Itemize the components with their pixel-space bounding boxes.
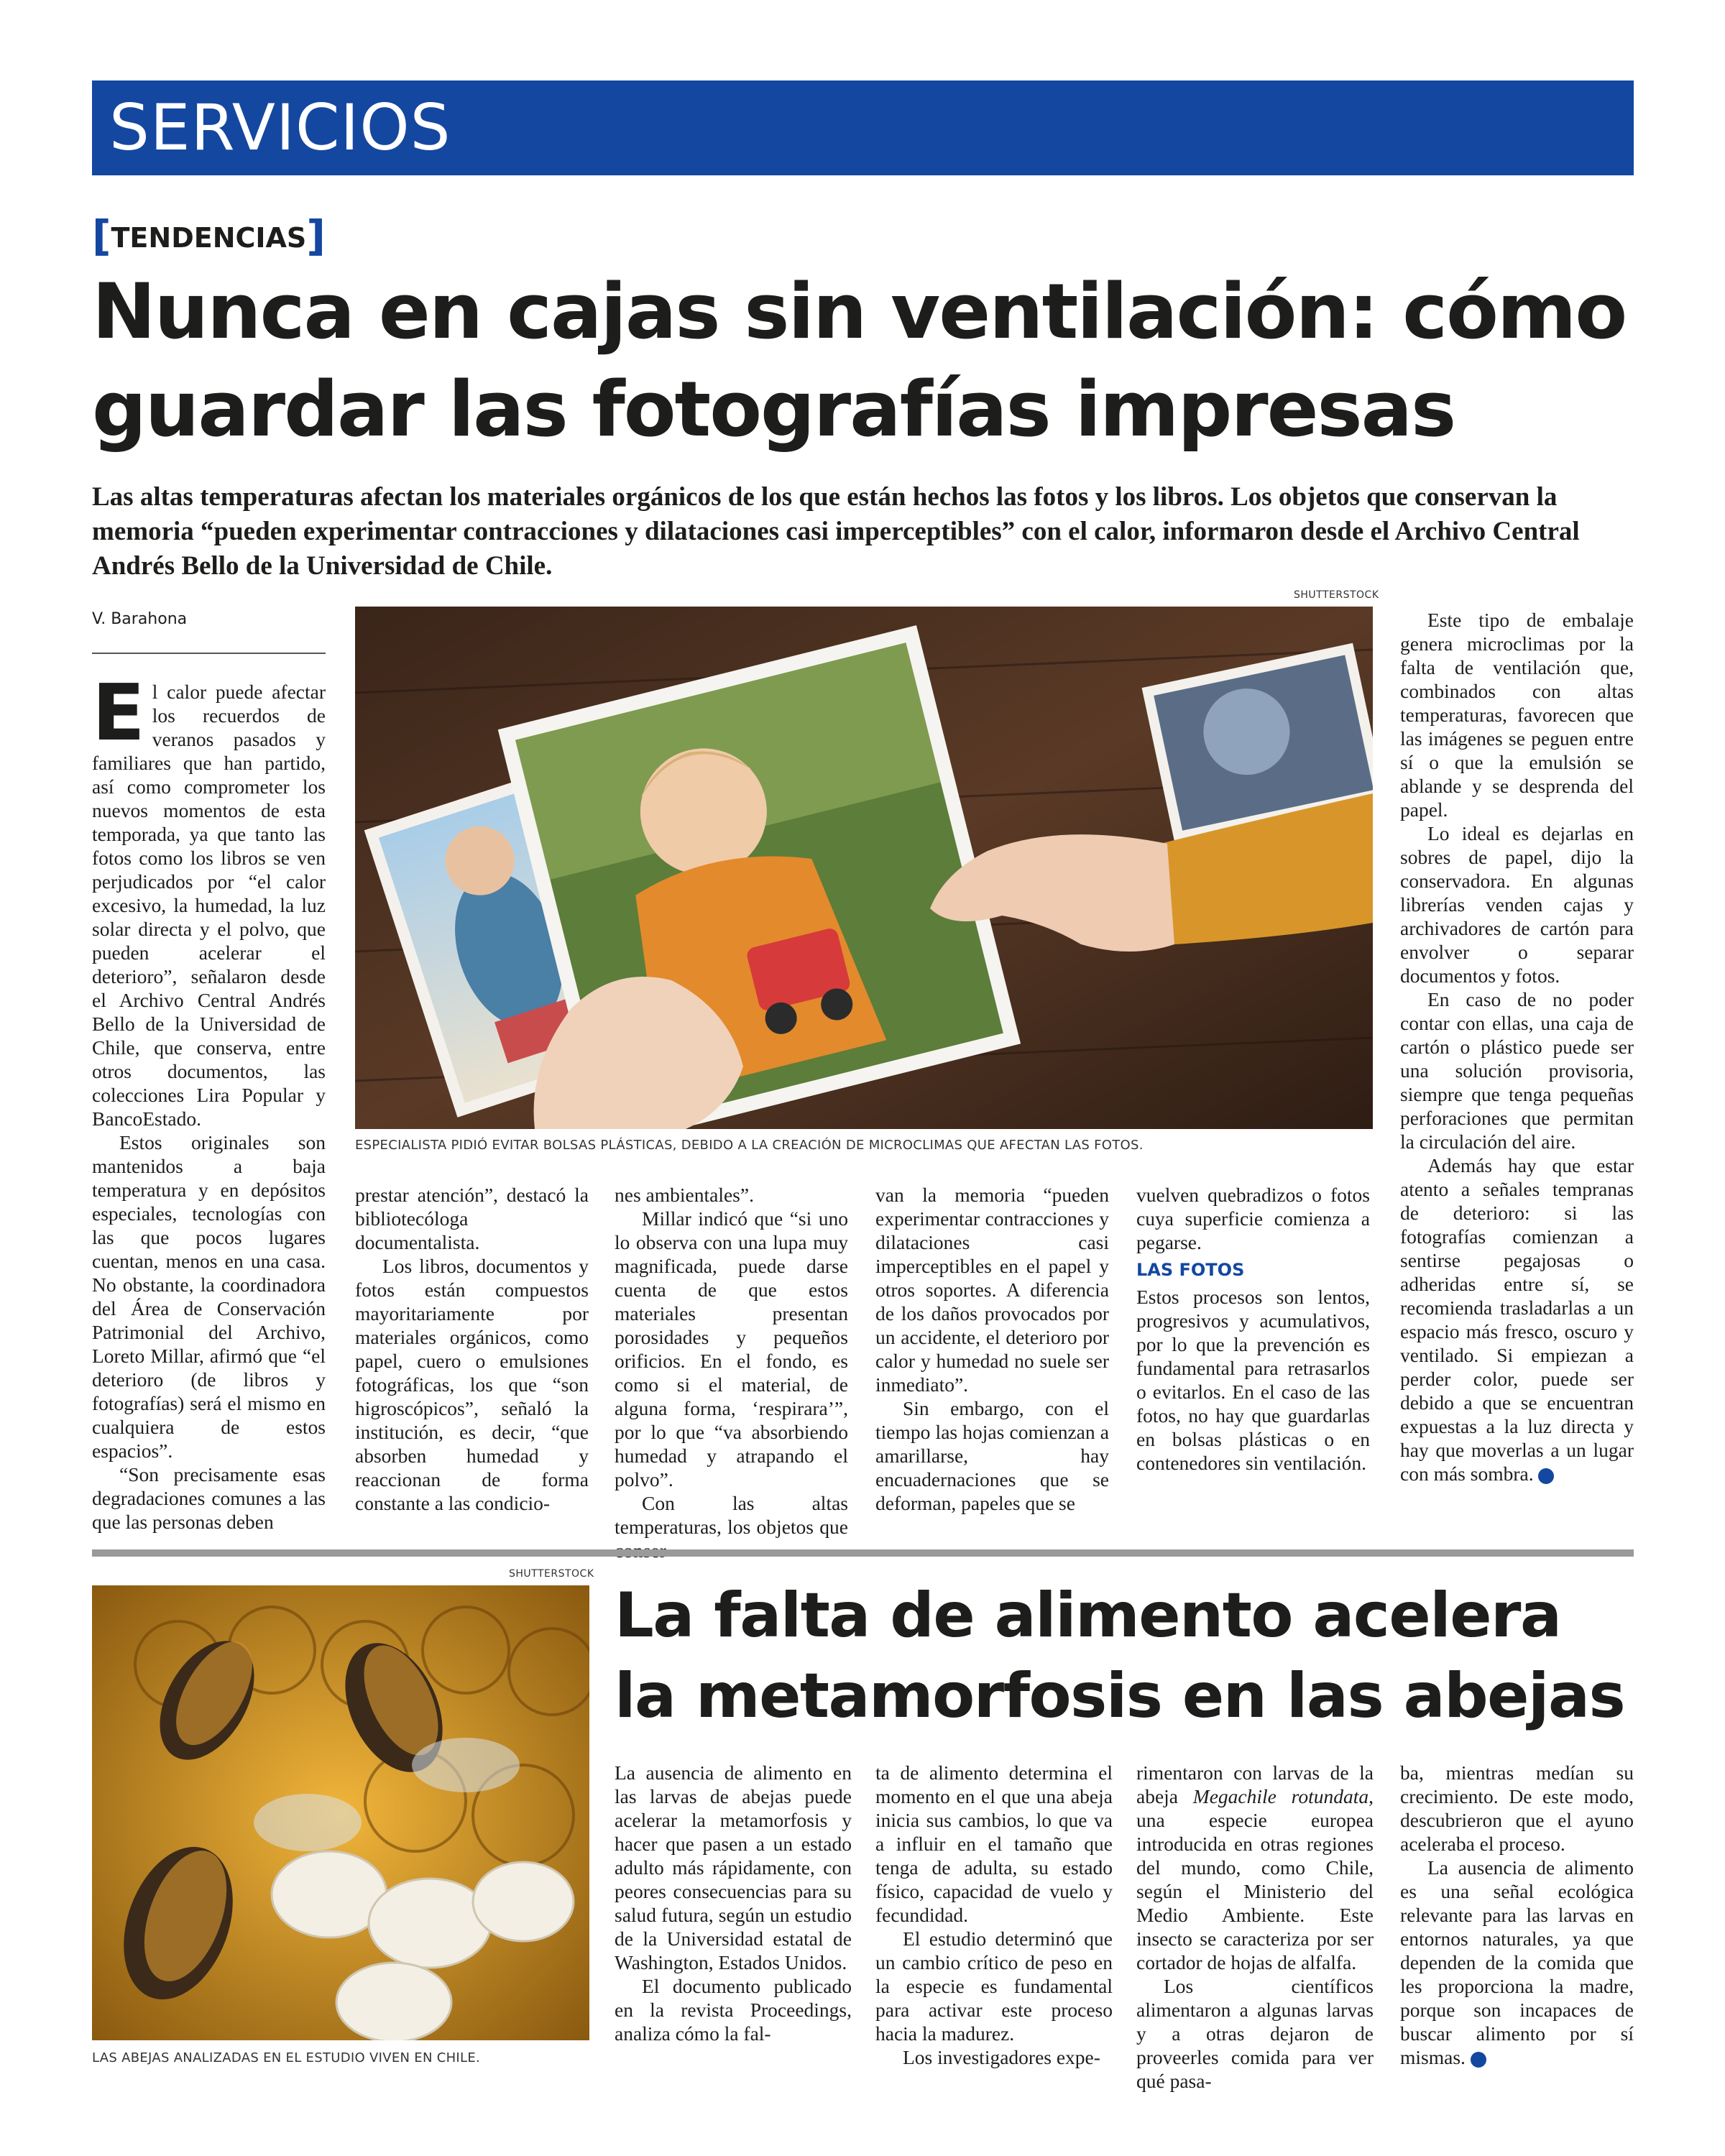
- article1-paragraph: [92, 668, 326, 1130]
- article2-text: , una especie europea introducida en otras regiones del mundo, como Chile, según el Ministerio del Medio Ambiente. Este insecto se caracteriza por ser cortador de hojas de alfalfa.: [1136, 1785, 1374, 1973]
- section-banner: [92, 80, 1634, 175]
- article1-paragraph: vuelven quebradizos o fotos cuya superficie comienza a pegarse.: [1136, 1184, 1370, 1253]
- article2-paragraph: [1136, 1761, 1374, 1974]
- photo-credit: SHUTTERSTOCK: [509, 1568, 594, 1580]
- byline: V. Barahona: [92, 610, 188, 628]
- article2-column-3: [1136, 1761, 1374, 2093]
- dropcap: E: [92, 668, 145, 758]
- article1-column-5: [1136, 1183, 1370, 1475]
- article1-paragraph: prestar atención”, destacó la bibliotecóloga documentalista.: [355, 1184, 589, 1253]
- photo-bees-illustration: [92, 1585, 589, 2040]
- section-title: SERVICIOS: [109, 91, 451, 165]
- subhead-las-fotos: LAS FOTOS: [1136, 1260, 1245, 1280]
- photo-caption: LAS ABEJAS ANALIZADAS EN EL ESTUDIO VIVEN EN CHILE.: [92, 2050, 481, 2065]
- photo-caption: ESPECIALISTA PIDIÓ EVITAR BOLSAS PLÁSTICAS, DEBIDO A LA CREACIÓN DE MICROCLIMAS QUE AFECTAN LAS FOTOS.: [355, 1138, 1144, 1153]
- article2-paragraph: ba, mientras medían su crecimiento. De este modo, descubrieron que el ayuno aceleraba el proceso.: [1400, 1761, 1634, 1855]
- article1-paragraph: Millar indicó que “si uno lo observa con una lupa muy magnificada, puede darse cuenta de que estos materiales presentan porosidades y pequeños orificios. En el fondo, es como si el material, de alguna forma, ‘respirara’”, por lo que “va absorbiendo humedad y atrapando el polvo”.: [615, 1207, 848, 1491]
- article2-paragraph: La ausencia de alimento en las larvas de abejas puede acelerar la metamorfosis y hacer que pasen a un estado adulto más rápidamente, con peores consecuencias para su salud futura, según un estudio de la Universidad estatal de Washington, Estados Unidos.: [615, 1761, 852, 1973]
- article1-column-6: [1400, 608, 1634, 1485]
- kicker-bracket-close: ]: [306, 211, 326, 260]
- article1-paragraph: Con las altas temperaturas, los objetos que: [615, 1492, 848, 1538]
- article2-paragraph: El documento publicado en la revista Proceedings, analiza cómo la fal-: [615, 1975, 852, 2045]
- article2-column-1: [615, 1761, 852, 2045]
- photo-credit: SHUTTERSTOCK: [1294, 589, 1379, 601]
- article2-paragraph: Los investigadores expe-: [903, 2046, 1100, 2068]
- article2-text: La ausencia de alimento es una señal ecológica relevante para las larvas en entornos naturales, ya que dependen de la comida que les proporciona la madre, porque son incapaces de buscar alimento por sí mismas.: [1400, 1856, 1634, 2068]
- headline: Nunca en cajas sin ventilación: cómo guardar las fotografías impresas: [92, 267, 1627, 453]
- article1-paragraph-text: l calor puede afectar los recuerdos de veranos pasados y familiares que han partido, así como comprometer los nuevos momentos de esta temporada, ya que tanto las fotos como los libros se ven perjudicados por “el calor excesivo, la humedad, la luz solar directa y el polvo, que pueden acelerar el deterioro”, señalaron desde el Archivo Central Andrés Bello de la Universidad de Chile, que conserva, entre otros documentos, las colecciones Lira Popular y BancoEstado.: [92, 681, 326, 1130]
- article1-paragraph: Los libros, documentos y fotos están compuestos mayoritariamente por materiales orgánicos, como papel, cuero o emulsiones fotográficas, los que “son higroscópicos”, señaló la institución, es decir, “que absorben humedad y reaccionan de forma constante a las condicio-: [355, 1255, 589, 1514]
- article1-paragraph: Este tipo de embalaje genera microclimas por la falta de ventilación que, combinados con altas temperaturas, favorecen que las imágenes se peguen entre sí o que la emulsión se ablande y se desprenda del papel.: [1400, 609, 1634, 821]
- section-divider: [92, 1549, 1634, 1557]
- article1-column-2: [355, 1183, 589, 1515]
- article1-paragraph: van la memoria “pueden experimentar contracciones y dilataciones casi imperceptibles en el papel y otros soportes. A diferencia de los daños provocados por un accidente, el deterioro por calor y humedad no suele ser inmediato”.: [875, 1184, 1109, 1396]
- kicker-bracket-open: [: [92, 211, 111, 260]
- article1-paragraph: “Son precisamente esas degradaciones comunes a las que las personas deben: [92, 1463, 326, 1533]
- article1-paragraph: Estos originales son mantenidos a baja temperatura y en depósitos especiales, tecnologías con las que pocos lugares cuentan, menos en una casa. No obstante, la coordinadora del Área de Conservación Patrimonial del Archivo, Loreto Millar, afirmó que “el deterioro (de libros y fotografías) será el mismo en cualquiera de estos espacios”.: [92, 1131, 326, 1462]
- article2-text: rimentaron con larvas de la abeja: [1136, 1761, 1374, 1807]
- article1-paragraph: Lo ideal es dejarlas en sobres de papel, dijo la conservadora. En algunas librerías venden cajas y archivadores de cartón para envolver o separar documentos y fotos.: [1400, 822, 1634, 987]
- deck: Las altas temperaturas afectan los materiales orgánicos de los que están hechos las fotos y los libros. Los objetos que conservan la memoria “pueden experimentar contracciones y dilataciones casi imperceptibles” con el calor, informaron desde el Archivo Central Andrés Bello de la Universidad de Chile.: [92, 482, 1580, 581]
- end-of-article-icon: ✪: [1538, 1468, 1554, 1484]
- article2-paragraph: ta de alimento determina el momento en el que una abeja inicia sus cambios, lo que va a influir en el tamaño que tenga de adulta, su estado físico, capacidad de vuelo y fecundidad.: [875, 1761, 1113, 1926]
- article1-paragraph: nes ambientales”.: [615, 1184, 754, 1206]
- kicker: [92, 211, 326, 260]
- species-name: Megachile rotundata: [1192, 1785, 1369, 1807]
- byline-rule: [92, 653, 326, 654]
- end-of-article-icon: ✪: [1471, 2052, 1486, 2068]
- article1-paragraph: [1400, 1153, 1634, 1485]
- article1-column-3: [615, 1183, 848, 1562]
- article2-paragraph: El estudio determinó que un cambio crítico de peso en la especie es fundamental para activar este proceso hacia la madurez.: [875, 1927, 1113, 2045]
- article1-paragraph-text: Además hay que estar atento a señales tempranas de deterioro: si las fotografías comienzan a sentirse pegajosas o adheridas entre sí, se recomienda trasladarlas a un espacio más fresco, oscuro y ventilado. Si empiezan a perder color, puede ser debido a que se encuentran expuestas a la luz directa y hay que moverlas a un lugar con más sombra.: [1400, 1154, 1634, 1485]
- article1-column-1: [92, 668, 326, 1534]
- article1-paragraph: Estos procesos son lentos, progresivos y acumulativos, por lo que la prevención es fundamental para retrasarlos o evitarlos. En el caso de las fotos, no hay que guardarlas en bolsas plásticas o en contenedores sin ventilación.: [1136, 1286, 1370, 1474]
- article2-paragraph: Los científicos alimentaron a algunas larvas y a otras dejaron de proveerles comida para ver qué pasa-: [1136, 1975, 1374, 2092]
- article1-paragraph: Sin embargo, con el tiempo las hojas comienzan a amarillarse, hay encuadernaciones que se deforman, papeles que se: [875, 1397, 1109, 1514]
- article1-column-4: [875, 1183, 1109, 1515]
- headline-2: La falta de alimento acelera la metamorfosis en las abejas: [615, 1580, 1625, 1732]
- article-photo-prints: [355, 607, 1373, 1129]
- article2-column-4: [1400, 1761, 1634, 2069]
- article2-paragraph: [1400, 1856, 1634, 2069]
- article2-column-2: [875, 1761, 1113, 2069]
- article-photo-bees: [92, 1585, 589, 2040]
- kicker-label: TENDENCIAS: [111, 222, 307, 254]
- article1-paragraph: En caso de no poder contar con ellas, una caja de cartón o plástico puede ser una solución provisoria, siempre que tenga pequeñas perforaciones que permitan la circulación del aire.: [1400, 988, 1634, 1153]
- photo-prints-illustration: [355, 607, 1373, 1129]
